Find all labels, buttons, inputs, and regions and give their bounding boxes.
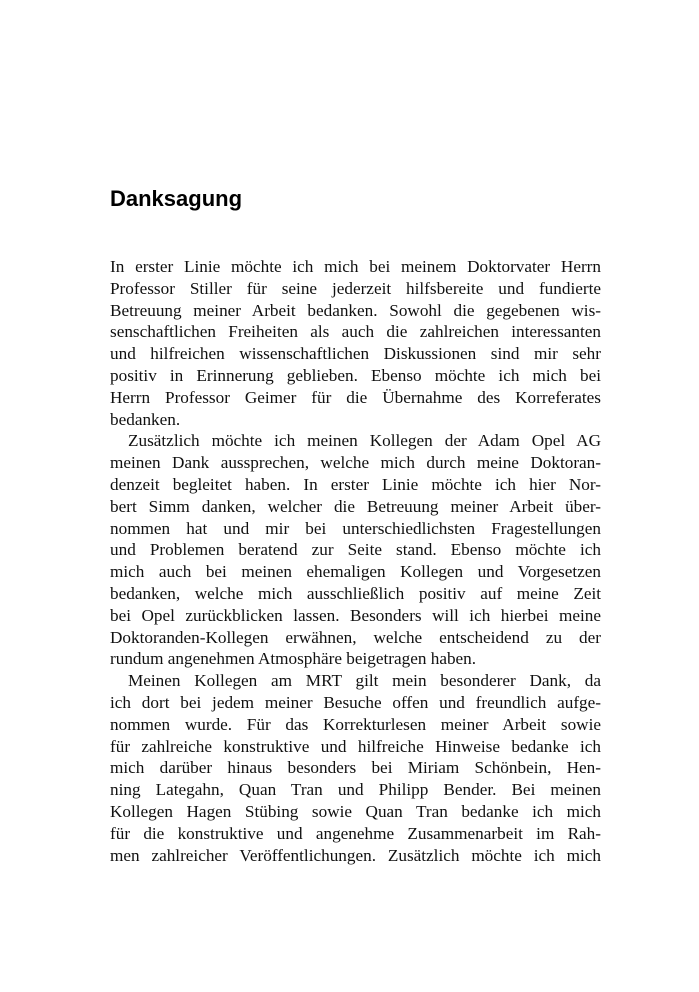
text-line: Zusätzlich möchte ich meinen Kollegen der Adam Opel AG	[128, 431, 601, 451]
text-line: men zahlreicher Veröffentlichungen. Zusätzlich möchte ich mich	[110, 845, 601, 865]
acknowledgement-text	[110, 256, 601, 866]
text-line: Meinen Kollegen am MRT gilt mein besonderer Dank, da	[128, 671, 601, 691]
paragraph	[110, 256, 601, 430]
text-line: Herrn Professor Geimer für die Übernahme des Korreferates	[110, 387, 601, 407]
text-line: Professor Stiller für seine jederzeit hilfsbereite und fundierte	[110, 278, 601, 298]
text-line: und hilfreichen wissenschaftlichen Diskussionen sind mir sehr	[110, 344, 601, 364]
text-line: nommen hat und mir bei unterschiedlichsten Fragestellungen	[110, 518, 601, 538]
paragraph	[110, 430, 601, 670]
text-line: meinen Dank aussprechen, welche mich durch meine Doktoran-	[110, 453, 601, 473]
text-line: bedanken, welche mich ausschließlich positiv auf meine Zeit	[110, 583, 601, 603]
text-line: für zahlreiche konstruktive und hilfreiche Hinweise bedanke ich	[110, 736, 601, 756]
text-line: bedanken.	[110, 409, 181, 429]
text-line: ning Lategahn, Quan Tran und Philipp Bender. Bei meinen	[110, 780, 601, 800]
text-line: nommen wurde. Für das Korrekturlesen meiner Arbeit sowie	[110, 714, 601, 734]
text-line: positiv in Erinnerung geblieben. Ebenso möchte ich mich bei	[110, 365, 601, 385]
text-line: In erster Linie möchte ich mich bei meinem Doktorvater Herrn	[110, 257, 601, 276]
text-line: senschaftlichen Freiheiten als auch die zahlreichen interessanten	[110, 322, 601, 342]
text-line: ich dort bei jedem meiner Besuche offen und freundlich aufge-	[110, 692, 601, 712]
paragraph	[110, 670, 601, 866]
text-line: mich auch bei meinen ehemaligen Kollegen und Vorgesetzen	[110, 562, 601, 582]
text-line: und Problemen beratend zur Seite stand. Ebenso möchte ich	[110, 540, 601, 560]
text-line: denzeit begleitet haben. In erster Linie möchte ich hier Nor-	[110, 474, 601, 494]
text-line: bert Simm danken, welcher die Betreuung meiner Arbeit über-	[110, 496, 601, 516]
text-line: Kollegen Hagen Stübing sowie Quan Tran bedanke ich mich	[110, 801, 601, 821]
text-line: für die konstruktive und angenehme Zusammenarbeit im Rah-	[110, 823, 601, 843]
text-line: Betreuung meiner Arbeit bedanken. Sowohl die gegebenen wis-	[110, 300, 601, 320]
text-line: Doktoranden-Kollegen erwähnen, welche entscheidend zu der	[110, 627, 601, 647]
page-title: Danksagung	[110, 186, 243, 211]
text-line: mich darüber hinaus besonders bei Miriam Schönbein, Hen-	[110, 758, 601, 778]
text-line: bei Opel zurückblicken lassen. Besonders will ich hierbei meine	[110, 605, 601, 625]
text-line: rundum angenehmen Atmosphäre beigetragen haben.	[110, 649, 477, 669]
